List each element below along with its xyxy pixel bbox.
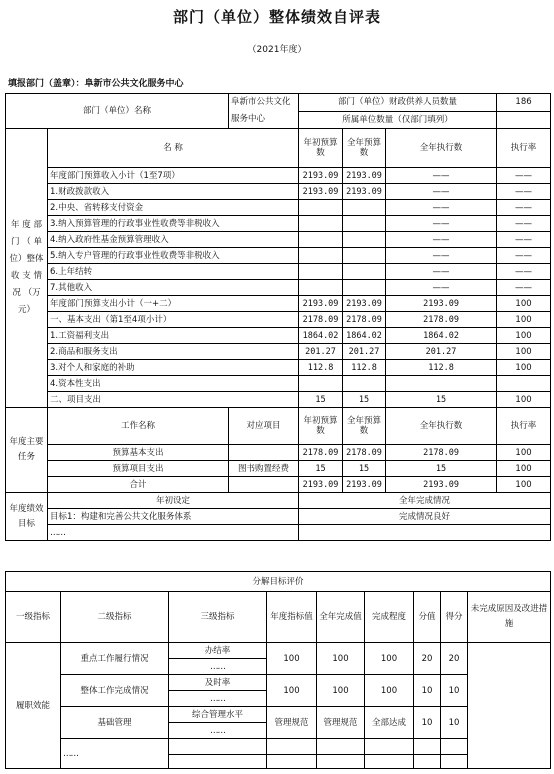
- affiliate-count-label: 所属单位数量（仅部门填列）: [299, 111, 497, 129]
- tasks-col-init: 年初预算数: [299, 408, 343, 445]
- eval-reason-cell: [468, 643, 551, 769]
- goals-col-done: 全年完成情况: [299, 493, 551, 509]
- reporting-unit-label: 填报部门（盖章）：: [8, 79, 85, 89]
- eval-col-score: 分值: [414, 592, 441, 643]
- tasks-col-rate: 执行率: [497, 408, 551, 445]
- staff-count-label: 部门（单位）财政供养人员数量: [299, 94, 497, 112]
- eval-row: 整体工作完成情况 及时率 100 100 100 10 10: [6, 675, 551, 691]
- goal-1-done: 完成情况良好: [299, 509, 551, 525]
- eval-col-degree: 完成程度: [365, 592, 414, 643]
- goal-dots-done: [299, 525, 551, 541]
- task-row: 合计 2193.09 2193.09 2193.09 100: [6, 477, 551, 493]
- budget-row: 1.工资福利支出 1864.02 1864.02 1864.02 100: [6, 328, 551, 344]
- budget-row: 年度部门预算支出小计（一+二） 2193.09 2193.09 2193.09 100: [6, 296, 551, 312]
- eval-col-level1: 一级指标: [6, 592, 61, 643]
- goals-col-set: 年初设定: [48, 493, 299, 509]
- tasks-col-name: 工作名称: [48, 408, 229, 445]
- budget-col-init: 年初预算数: [299, 129, 343, 168]
- dept-name-value: 阜新市公共文化服务中心: [229, 94, 299, 129]
- page-title: 部门（单位）整体绩效自评表: [172, 8, 381, 26]
- budget-row: 3.对个人和家庭的补助 112.8 112.8 112.8 100: [6, 360, 551, 376]
- eval-col-got: 得分: [441, 592, 468, 643]
- budget-row: 1.财政拨款收入 2193.09 2193.09 —— ——: [6, 184, 551, 200]
- evaluation-table: [5, 571, 551, 769]
- staff-count-value: 186: [497, 94, 551, 112]
- dept-name-label: 部门（单位）名称: [6, 94, 229, 129]
- goals-section-label: 年度绩效目标: [6, 493, 48, 541]
- budget-row: 5.纳入专户管理的行政事业性收费等非税收入 —— ——: [6, 248, 551, 264]
- budget-col-name: 名 称: [48, 129, 299, 168]
- budget-row: 一、基本支出（第1至4项小计） 2178.09 2178.09 2178.09 100: [6, 312, 551, 328]
- report-year: （2021年度）: [247, 45, 307, 55]
- eval-col-level2: 二级指标: [61, 592, 169, 643]
- reporting-unit-name: 阜新市公共文化服务中心: [84, 79, 184, 89]
- eval-dots: ……: [169, 691, 267, 707]
- budget-row: 6.上年结转 —— ——: [6, 264, 551, 280]
- budget-col-exec: 全年执行数: [386, 129, 497, 168]
- eval-row: 履职效能 重点工作履行情况 办结率 100 100 100 20 20: [6, 643, 551, 659]
- eval-col-actual: 全年完成值: [317, 592, 365, 643]
- budget-row: 年度部门预算收入小计（1至7项） 2193.09 2193.09 —— ——: [6, 168, 551, 184]
- task-row: 预算基本支出 2178.09 2178.09 2178.09 100: [6, 445, 551, 461]
- eval-dots: ……: [169, 659, 267, 675]
- reporting-unit: [8, 76, 184, 89]
- budget-row: 7.其他收入 —— ——: [6, 280, 551, 296]
- eval-col-reason: 未完成原因及改进措施: [468, 592, 551, 643]
- budget-col-full: 全年预算数: [343, 129, 386, 168]
- tasks-col-full: 全年预算数: [343, 408, 386, 445]
- budget-row: 4.纳入政府性基金预算管理收入 —— ——: [6, 232, 551, 248]
- eval-row: 基础管理 综合管理水平 管理规范 管理规范 全部达成 10 10: [6, 707, 551, 723]
- budget-row: 2.中央、省转移支付资金 —— ——: [6, 200, 551, 216]
- eval-col-target: 年度指标值: [267, 592, 317, 643]
- eval-col-level3: 三级指标: [169, 592, 267, 643]
- budget-row: 4.资本性支出: [6, 376, 551, 392]
- budget-section-label: 年 度 部 门 （ 单 位）整体 收 支 情 况 （万元）: [6, 129, 48, 408]
- goal-dots: ……: [48, 525, 299, 541]
- goal-1: 目标1：构建和完善公共文化服务体系: [48, 509, 299, 525]
- evaluation-header: 分解目标评价: [6, 572, 551, 592]
- tasks-col-exec: 全年执行数: [386, 408, 497, 445]
- budget-row: 二、项目支出 15 15 15 100: [6, 392, 551, 408]
- tasks-section-label: 年度主要任务: [6, 408, 48, 493]
- eval-dots: ……: [169, 723, 267, 739]
- task-row: 预算项目支出 图书购置经费 15 15 15 100: [6, 461, 551, 477]
- eval-dots: ……: [61, 739, 169, 769]
- eval-level1: 履职效能: [6, 643, 61, 769]
- budget-row: 2.商品和服务支出 201.27 201.27 201.27 100: [6, 344, 551, 360]
- affiliate-count-value: [497, 111, 551, 129]
- budget-table: [5, 93, 551, 541]
- budget-row: 3.纳入预算管理的行政事业性收费等非税收入 —— ——: [6, 216, 551, 232]
- budget-col-rate: 执行率: [497, 129, 551, 168]
- tasks-col-item: 对应项目: [229, 408, 299, 445]
